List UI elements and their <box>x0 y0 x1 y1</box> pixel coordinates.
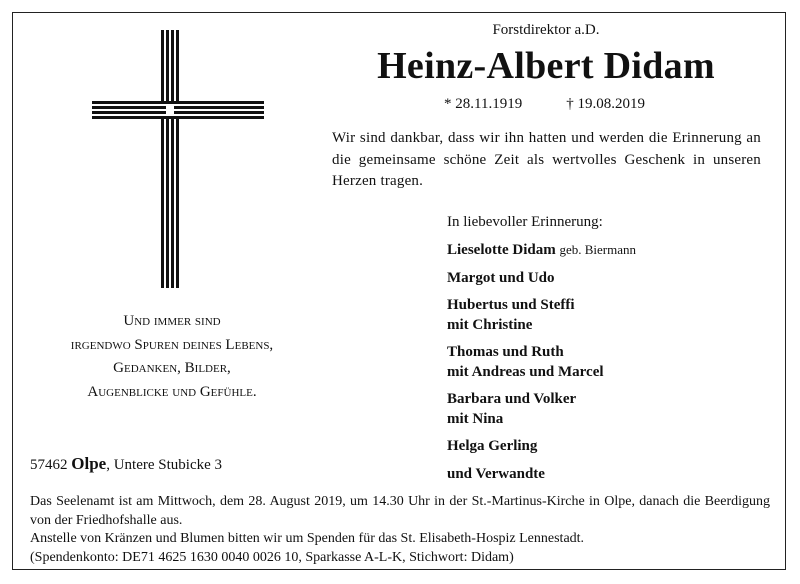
death-date: † 19.08.2019 <box>566 96 645 112</box>
mourner-entry <box>447 390 767 429</box>
address <box>30 454 222 474</box>
gratitude-text: Wir sind dankbar, dass wir ihn hatten und werden die Erinnerung an die gemeinsame schöne Zeit als wertvolles Geschenk in unseren Herzen tragen. <box>332 130 761 189</box>
funeral-info: Das Seelenamt ist am Mittwoch, dem 28. August 2019, um 14.30 Uhr in der St.-Martinus-Kirche in Olpe, danach die Beerdigung von der Friedhofshalle aus. <box>30 494 770 528</box>
quote-line: irgendwo Spuren deines Lebens, <box>70 336 274 353</box>
mourner-name: Helga Gerling <box>447 438 538 454</box>
cross-icon <box>92 30 264 292</box>
mourner-entry <box>447 296 767 335</box>
quote-line: Gedanken, Bilder, <box>113 360 231 376</box>
mourner-name: mit Nina <box>447 410 504 427</box>
mourner-name: mit Christine <box>447 316 533 333</box>
memorial-quote <box>22 310 322 404</box>
mourner-entry <box>447 269 767 289</box>
mourner-name: Margot und Udo <box>447 269 555 286</box>
mourner-name: Barbara und Volker <box>447 391 577 407</box>
mourner-entry <box>447 465 767 485</box>
address-street: , Untere Stubicke 3 <box>106 457 223 473</box>
quote-line: Und immer sind <box>123 313 221 329</box>
donation-request: Anstelle von Kränzen und Blumen bitten wir um Spenden für das St. Elisabeth-Hospiz Lennestadt. <box>30 531 585 546</box>
mourner-name: Lieselotte Didam <box>447 242 556 258</box>
mourner-name: und Verwandte <box>447 465 545 482</box>
address-zip: 57462 <box>30 457 68 473</box>
mourner-entry <box>447 343 767 382</box>
mourners-list <box>447 214 767 492</box>
life-dates <box>444 96 645 113</box>
mourners-intro: In liebevoller Erinnerung: <box>447 214 603 230</box>
mourner-name: Thomas und Ruth <box>447 344 564 360</box>
mourner-name: mit Andreas und Marcel <box>447 363 604 380</box>
mourner-name: Hubertus und Steffi <box>447 297 575 313</box>
deceased-name: Heinz-Albert Didam <box>377 45 715 87</box>
quote-line: Augenblicke und Gefühle. <box>87 383 257 400</box>
cross-horizontal-beam <box>92 101 264 119</box>
mourner-entry <box>447 437 767 457</box>
mourner-entry <box>447 240 767 261</box>
address-city: Olpe <box>71 454 107 473</box>
cross-center <box>166 106 174 114</box>
birth-date: * 28.11.1919 <box>444 96 523 112</box>
footer-notice <box>30 493 770 567</box>
cross-vertical-beam <box>161 30 179 288</box>
donation-account: (Spendenkonto: DE71 4625 1630 0040 0026 10, Sparkasse A-L-K, Stichwort: Didam) <box>30 549 514 565</box>
mourner-note: geb. Biermann <box>559 242 637 257</box>
title-subtitle: Forstdirektor a.D. <box>492 22 600 38</box>
